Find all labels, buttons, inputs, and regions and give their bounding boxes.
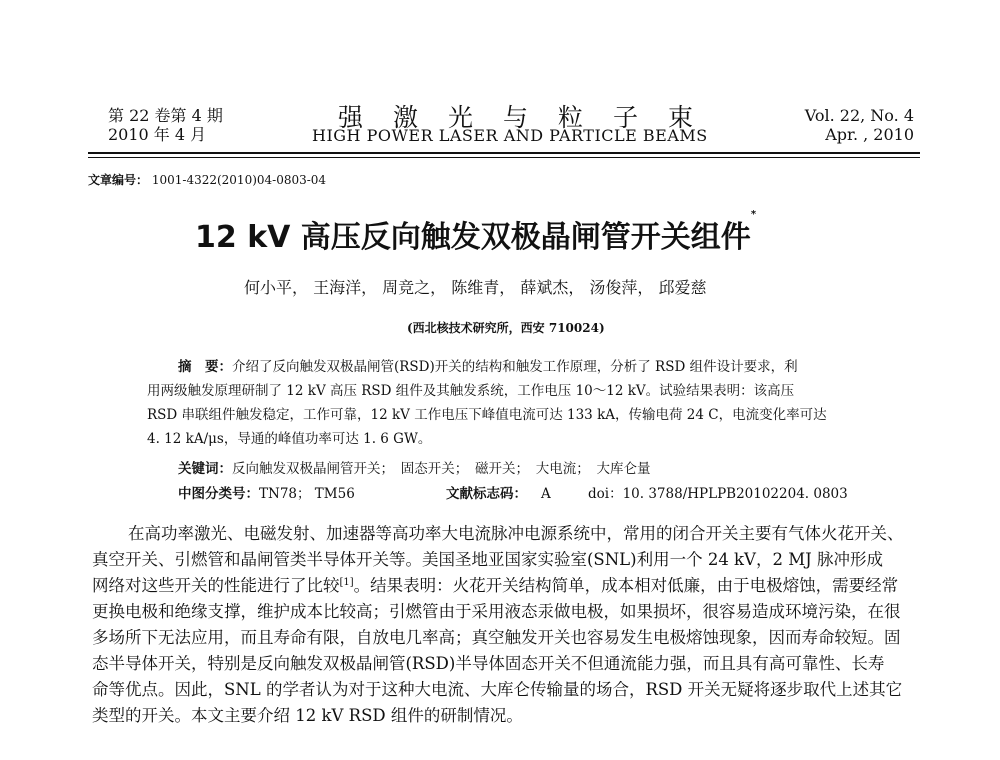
doi: doi：10. 3788/HPLPB20102204. 0803: [588, 486, 848, 502]
title-footnote-mark: *: [750, 209, 757, 220]
journal-title-cn: 强激光与粒子束: [338, 103, 724, 132]
article-number-label: 文章编号：: [88, 173, 149, 187]
clc-label: 中图分类号：: [178, 486, 259, 502]
body-line-7: 命等优点。因此，SNL 的学者认为对于这种大电流、大库仑传输量的场合，RSD 开关无疑将逐步取代上述其它: [92, 680, 903, 699]
keywords: [178, 459, 651, 479]
document-code: [446, 484, 551, 504]
abstract-text: 介绍了反向触发双极晶闸管(RSD)开关的结构和触发工作原理，分析了 RSD 组件设计要求，利: [232, 359, 798, 375]
volume-en: Vol. 22, No. 4: [804, 106, 914, 125]
abstract-line-2: 用两级触发原理研制了 12 kV 高压 RSD 组件及其触发系统，工作电压 10～12 kV。试验结果表明：该高压: [147, 383, 795, 399]
clc-value: TN78； TM56: [259, 486, 355, 502]
abstract-line-4: 4. 12 kA/μs，导通的峰值功率可达 1. 6 GW。: [147, 431, 432, 447]
document-code-value: A: [541, 486, 551, 502]
article-number-value: 1001-4322(2010)04-0803-04: [151, 173, 327, 187]
issue-date-cn: 2010 年 4 月: [108, 125, 207, 144]
body-line-3-end: 。结果表明：火花开关结构简单，成本相对低廉，由于电极熔蚀，需要经常: [353, 576, 899, 595]
keywords-label: 关键词：: [178, 461, 232, 477]
body-line-4: 更换电极和绝缘支撑，维护成本比较高；引燃管由于采用液态汞做电极，如果损坏，很容易造成环境污染，在很: [92, 602, 901, 621]
body-line-2: 真空开关、引燃管和晶闸管类半导体开关等。美国圣地亚国家实验室(SNL)利用一个 24 kV，2 MJ 脉冲形成: [92, 550, 883, 569]
abstract-label: 摘 要：: [178, 359, 232, 375]
journal-title-en: HIGH POWER LASER AND PARTICLE BEAMS: [312, 126, 708, 145]
volume-issue: 第 22 卷第 4 期: [108, 106, 223, 125]
body-line-1: 在高功率激光、电磁发射、加速器等高功率大电流脉冲电源系统中，常用的闭合开关主要有气体火花开关、: [128, 524, 904, 543]
body-line-8: 类型的开关。本文主要介绍 12 kV RSD 组件的研制情况。: [92, 706, 523, 725]
citation-ref[interactable]: [1]: [339, 577, 354, 588]
keywords-value: 反向触发双极晶闸管开关； 固态开关； 磁开关； 大电流； 大库仑量: [232, 461, 651, 477]
body-line-5: 多场所下无法应用，而且寿命有限，自放电几率高；真空触发开关也容易发生电极熔蚀现象，因而寿命较短。固: [92, 628, 901, 647]
abstract-line-3: RSD 串联组件触发稳定，工作可靠，12 kV 工作电压下峰值电流可达 133 kA，传输电荷 24 C，电流变化率可达: [147, 407, 827, 423]
header-rule-thin: [88, 157, 920, 158]
paper-title-text: 12 kV 高压反向触发双极晶闸管开关组件: [195, 220, 751, 255]
clc-number: [178, 484, 355, 504]
affiliation: (西北核技术研究所，西安 710024): [407, 321, 605, 335]
abstract-line-1: [178, 357, 798, 377]
author-list: 何小平， 王海洋， 周竞之， 陈维青， 薛斌杰， 汤俊萍， 邱爱慈: [244, 278, 707, 297]
body-line-3: [92, 576, 898, 596]
header-rule-thick: [88, 152, 920, 154]
issue-date-en: Apr. , 2010: [825, 125, 914, 144]
paper-title: [195, 209, 757, 256]
article-number: [88, 171, 326, 188]
body-line-6: 态半导体开关，特别是反向触发双极晶闸管(RSD)半导体固态开关不但通流能力强，而且具有高可靠性、长寿: [92, 654, 885, 673]
body-line-3-start: 网络对这些开关的性能进行了比较: [92, 576, 340, 595]
document-code-label: 文献标志码：: [446, 486, 527, 502]
